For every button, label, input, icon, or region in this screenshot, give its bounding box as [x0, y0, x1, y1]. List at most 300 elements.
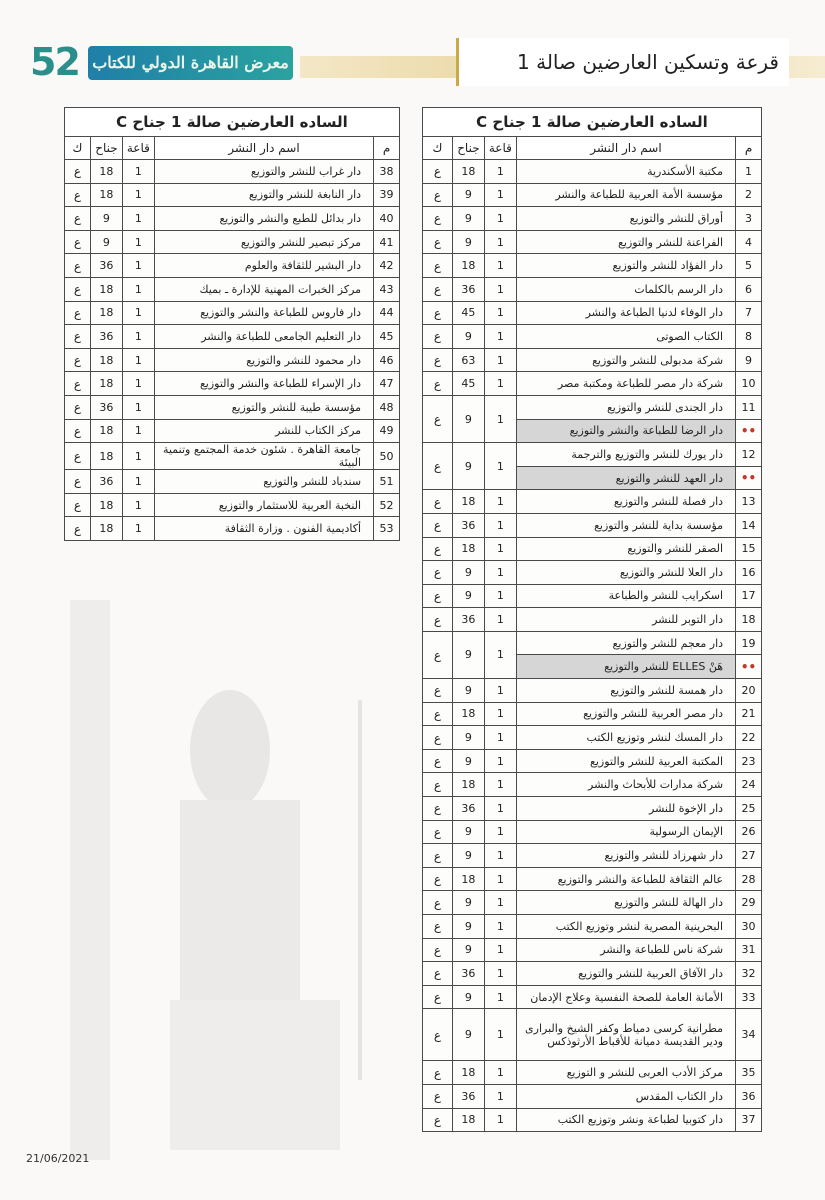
row-number: 8: [736, 325, 762, 349]
col-header-cat: ك: [423, 137, 453, 160]
table-row: [423, 230, 762, 254]
publisher-name: دار النابغة للنشر والتوزيع: [154, 183, 373, 207]
row-number: 38: [374, 160, 400, 184]
wing-value: 18: [452, 867, 484, 891]
wing-value: 9: [452, 443, 484, 490]
table-row: [423, 537, 762, 561]
category-value: ع: [423, 254, 453, 278]
hall-value: 1: [484, 797, 516, 821]
shared-booth-marker: ••: [736, 466, 762, 490]
wing-value: 18: [90, 493, 122, 517]
table-row: [423, 561, 762, 585]
row-number: 53: [374, 517, 400, 541]
wing-value: 18: [452, 1061, 484, 1085]
table-row: [423, 1108, 762, 1132]
wing-value: 18: [90, 160, 122, 184]
table-row: [65, 517, 400, 541]
hall-value: 1: [484, 254, 516, 278]
wing-value: 9: [452, 985, 484, 1009]
wing-value: 18: [452, 160, 484, 184]
row-number: 29: [736, 891, 762, 915]
row-number: 51: [374, 470, 400, 494]
row-number: 26: [736, 820, 762, 844]
col-header-hall: قاعة: [122, 137, 154, 160]
category-value: ع: [423, 490, 453, 514]
wing-value: 9: [452, 915, 484, 939]
col-header-wing: جناح: [452, 137, 484, 160]
publisher-name: اسكرايب للنشر والطباعة: [516, 584, 735, 608]
publisher-name: دار البشير للثقافة والعلوم: [154, 254, 373, 278]
publisher-name: الكتاب الصوتى: [516, 325, 735, 349]
table-row: [423, 1009, 762, 1061]
category-value: ع: [423, 985, 453, 1009]
publisher-name: دار الإخوة للنشر: [516, 797, 735, 821]
col-header-num: م: [736, 137, 762, 160]
publisher-name: دار المسك لنشر وتوزيع الكتب: [516, 726, 735, 750]
category-value: ع: [423, 938, 453, 962]
row-number: 28: [736, 867, 762, 891]
wing-value: 18: [452, 537, 484, 561]
page-title: قرعة وتسكين العارضين صالة 1: [456, 38, 789, 86]
publisher-name: دار الوفاء لدنيا الطباعة والنشر: [516, 301, 735, 325]
wing-value: 18: [452, 702, 484, 726]
page-header: [0, 40, 825, 88]
wing-value: 18: [452, 254, 484, 278]
hall-value: 1: [484, 160, 516, 184]
category-value: ع: [65, 277, 91, 301]
table-row: [423, 584, 762, 608]
wing-value: 9: [90, 230, 122, 254]
table-row: [423, 513, 762, 537]
col-header-name: اسم دار النشر: [154, 137, 373, 160]
row-number: 4: [736, 230, 762, 254]
row-number: 19: [736, 631, 762, 655]
category-value: ع: [65, 348, 91, 372]
publisher-name: مركز تبصير للنشر والتوزيع: [154, 230, 373, 254]
table-row: [423, 844, 762, 868]
col-header-num: م: [374, 137, 400, 160]
hall-value: 1: [484, 938, 516, 962]
hall-value: 1: [484, 1061, 516, 1085]
wing-value: 18: [452, 1108, 484, 1132]
hall-value: 1: [484, 1084, 516, 1108]
publisher-name: شركة دار مصر للطباعة ومكتبة مصر: [516, 372, 735, 396]
row-number: 23: [736, 749, 762, 773]
publish-date: 21/06/2021: [26, 1152, 90, 1165]
category-value: ع: [65, 470, 91, 494]
category-value: ع: [423, 230, 453, 254]
category-value: ع: [65, 517, 91, 541]
publisher-name: دار شهرزاد للنشر والتوزيع: [516, 844, 735, 868]
wing-value: 63: [452, 348, 484, 372]
category-value: ع: [423, 1061, 453, 1085]
wing-value: 36: [452, 962, 484, 986]
hall-value: 1: [484, 915, 516, 939]
category-value: ع: [423, 277, 453, 301]
publisher-name: دار الرضا للطباعة والنشر والتوزيع: [516, 419, 735, 443]
table-row: [423, 160, 762, 184]
publisher-name: دار الفؤاد للنشر والتوزيع: [516, 254, 735, 278]
wing-value: 9: [452, 891, 484, 915]
hall-value: 1: [484, 962, 516, 986]
table-row: [65, 493, 400, 517]
row-number: 32: [736, 962, 762, 986]
hall-value: 1: [484, 749, 516, 773]
publisher-name: دار يورك للنشر والتوزيع والترجمة: [516, 443, 735, 467]
row-number: 12: [736, 443, 762, 467]
row-number: 1: [736, 160, 762, 184]
table-row: [423, 749, 762, 773]
hall-value: 1: [484, 631, 516, 678]
wing-value: 9: [452, 938, 484, 962]
row-number: 15: [736, 537, 762, 561]
hall-value: 1: [122, 325, 154, 349]
table-row: [423, 443, 762, 467]
wing-value: 9: [452, 207, 484, 231]
row-number: 44: [374, 301, 400, 325]
hall-value: 1: [484, 608, 516, 632]
hall-value: 1: [484, 490, 516, 514]
publisher-name: الإيمان الرسولية: [516, 820, 735, 844]
row-number: 31: [736, 938, 762, 962]
table-row: [423, 867, 762, 891]
publisher-name: عالم الثقافة للطباعة والنشر والتوزيع: [516, 867, 735, 891]
wing-value: 18: [90, 443, 122, 470]
publisher-name: المكتبة العربية للنشر والتوزيع: [516, 749, 735, 773]
hall-value: 1: [484, 867, 516, 891]
table-row: [65, 183, 400, 207]
row-number: 30: [736, 915, 762, 939]
table-row: [65, 348, 400, 372]
row-number: 45: [374, 325, 400, 349]
wing-value: 36: [90, 395, 122, 419]
table-row: [423, 726, 762, 750]
wing-value: 9: [452, 631, 484, 678]
wing-value: 9: [452, 230, 484, 254]
publisher-name: مؤسسة طيبة للنشر والتوزيع: [154, 395, 373, 419]
category-value: ع: [423, 608, 453, 632]
row-number: 2: [736, 183, 762, 207]
publisher-name: دار العلا للنشر والتوزيع: [516, 561, 735, 585]
table-row: [65, 395, 400, 419]
hall-value: 1: [484, 513, 516, 537]
table-row: [423, 820, 762, 844]
table-row: [65, 372, 400, 396]
hall-value: 1: [484, 207, 516, 231]
row-number: 18: [736, 608, 762, 632]
col-header-name: اسم دار النشر: [516, 137, 735, 160]
category-value: ع: [423, 1084, 453, 1108]
publisher-name: مؤسسة الأمة العربية للطباعة والنشر: [516, 183, 735, 207]
publisher-name: مؤسسة بداية للنشر والتوزيع: [516, 513, 735, 537]
row-number: 20: [736, 679, 762, 703]
publisher-name: مركز الأدب العربى للنشر و التوزيع: [516, 1061, 735, 1085]
table-row: [65, 419, 400, 443]
publisher-name: هَنْ ELLES للنشر والتوزيع: [516, 655, 735, 679]
hall-value: 1: [484, 820, 516, 844]
table-row: [65, 207, 400, 231]
table-row: [423, 962, 762, 986]
table-row: [423, 183, 762, 207]
wing-value: 9: [452, 844, 484, 868]
hall-value: 1: [122, 395, 154, 419]
publisher-name: الفراعنة للنشر والتوزيع: [516, 230, 735, 254]
row-number: 7: [736, 301, 762, 325]
category-value: ع: [65, 183, 91, 207]
row-number: 34: [736, 1009, 762, 1061]
publisher-name: دار همسة للنشر والتوزيع: [516, 679, 735, 703]
publisher-name: دار الكتاب المقدس: [516, 1084, 735, 1108]
wing-value: 18: [90, 348, 122, 372]
table-row: [423, 915, 762, 939]
category-value: ع: [65, 230, 91, 254]
row-number: 35: [736, 1061, 762, 1085]
publisher-name: أكاديمية الفنون . وزارة الثقافة: [154, 517, 373, 541]
category-value: ع: [423, 679, 453, 703]
table-row: [423, 277, 762, 301]
hall-value: 1: [484, 537, 516, 561]
fair-logo: معرض القاهرة الدولي للكتاب: [88, 46, 293, 80]
wing-value: 36: [90, 325, 122, 349]
publisher-name: دار بدائل للطبع والنشر والتوزيع: [154, 207, 373, 231]
table-row: [65, 443, 400, 470]
col-header-cat: ك: [65, 137, 91, 160]
category-value: ع: [423, 797, 453, 821]
hall-value: 1: [484, 561, 516, 585]
category-value: ع: [423, 867, 453, 891]
row-number: 25: [736, 797, 762, 821]
publisher-name: دار معجم للنشر والتوزيع: [516, 631, 735, 655]
table-row: [423, 490, 762, 514]
category-value: ع: [65, 419, 91, 443]
hall-value: 1: [484, 443, 516, 490]
hall-value: 1: [122, 301, 154, 325]
category-value: ع: [65, 395, 91, 419]
table-row: [423, 679, 762, 703]
table-row: [423, 254, 762, 278]
table-row: [423, 207, 762, 231]
category-value: ع: [423, 773, 453, 797]
wing-value: 9: [452, 820, 484, 844]
wing-value: 9: [452, 183, 484, 207]
row-number: 42: [374, 254, 400, 278]
row-number: 11: [736, 395, 762, 419]
category-value: ع: [423, 348, 453, 372]
row-number: 24: [736, 773, 762, 797]
category-value: ع: [423, 183, 453, 207]
row-number: 37: [736, 1108, 762, 1132]
hall-value: 1: [484, 277, 516, 301]
row-number: 21: [736, 702, 762, 726]
table-title: الساده العارضين صالة 1 جناح C: [65, 108, 400, 137]
hall-value: 1: [122, 230, 154, 254]
publisher-name: الصقر للنشر والتوزيع: [516, 537, 735, 561]
category-value: ع: [423, 1108, 453, 1132]
category-value: ع: [423, 207, 453, 231]
category-value: ع: [423, 631, 453, 678]
wing-value: 18: [90, 372, 122, 396]
publisher-name: دار الآفاق العربية للنشر والتوزيع: [516, 962, 735, 986]
table-row: [65, 160, 400, 184]
publisher-name: دار فاروس للطباعة والنشر والتوزيع: [154, 301, 373, 325]
row-number: 41: [374, 230, 400, 254]
row-number: 3: [736, 207, 762, 231]
wing-value: 9: [452, 561, 484, 585]
table-row: [65, 230, 400, 254]
row-number: 46: [374, 348, 400, 372]
row-number: 22: [736, 726, 762, 750]
row-number: 47: [374, 372, 400, 396]
category-value: ع: [423, 160, 453, 184]
col-header-hall: قاعة: [484, 137, 516, 160]
wing-value: 45: [452, 372, 484, 396]
row-number: 27: [736, 844, 762, 868]
category-value: ع: [423, 372, 453, 396]
hall-value: 1: [484, 1108, 516, 1132]
wing-value: 36: [452, 1084, 484, 1108]
hall-value: 1: [484, 773, 516, 797]
category-value: ع: [423, 537, 453, 561]
hall-value: 1: [484, 679, 516, 703]
table-row: [423, 372, 762, 396]
table-row: [423, 773, 762, 797]
category-value: ع: [65, 443, 91, 470]
wing-value: 9: [452, 1009, 484, 1061]
table-row: [423, 608, 762, 632]
hall-value: 1: [484, 985, 516, 1009]
table-row: [423, 395, 762, 419]
shared-booth-marker: ••: [736, 419, 762, 443]
hall-value: 1: [122, 277, 154, 301]
hall-value: 1: [122, 254, 154, 278]
publisher-name: الأمانة العامة للصحة النفسية وعلاج الإدمان: [516, 985, 735, 1009]
row-number: 43: [374, 277, 400, 301]
publisher-name: دار فصلة للنشر والتوزيع: [516, 490, 735, 514]
table-row: [423, 938, 762, 962]
hall-value: 1: [484, 584, 516, 608]
table-row: [65, 254, 400, 278]
table-row: [65, 325, 400, 349]
category-value: ع: [423, 891, 453, 915]
table-title: الساده العارضين صالة 1 جناح C: [423, 108, 762, 137]
table-row: [423, 631, 762, 655]
hall-value: 1: [484, 1009, 516, 1061]
category-value: ع: [423, 443, 453, 490]
hall-value: 1: [484, 726, 516, 750]
wing-value: 45: [452, 301, 484, 325]
category-value: ع: [423, 301, 453, 325]
row-number: 40: [374, 207, 400, 231]
hall-value: 1: [484, 325, 516, 349]
wing-value: 36: [452, 513, 484, 537]
row-number: 13: [736, 490, 762, 514]
publisher-name: سندباد للنشر والتوزيع: [154, 470, 373, 494]
hall-value: 1: [122, 493, 154, 517]
category-value: ع: [65, 301, 91, 325]
hall-value: 1: [484, 183, 516, 207]
publisher-name: دار العهد للنشر والتوزيع: [516, 466, 735, 490]
publisher-name: شركة مدبولى للنشر والتوزيع: [516, 348, 735, 372]
row-number: 39: [374, 183, 400, 207]
hall-value: 1: [484, 395, 516, 442]
table-row: [423, 1061, 762, 1085]
table-row: [65, 277, 400, 301]
publisher-name: دار مصر العربية للنشر والتوزيع: [516, 702, 735, 726]
row-number: 48: [374, 395, 400, 419]
category-value: ع: [423, 726, 453, 750]
hall-value: 1: [122, 372, 154, 396]
row-number: 5: [736, 254, 762, 278]
category-value: ع: [423, 844, 453, 868]
table-row: [423, 891, 762, 915]
hall-value: 1: [122, 443, 154, 470]
hall-value: 1: [122, 207, 154, 231]
row-number: 16: [736, 561, 762, 585]
category-value: ع: [65, 254, 91, 278]
hall-value: 1: [484, 348, 516, 372]
table-row: [423, 301, 762, 325]
row-number: 49: [374, 419, 400, 443]
publisher-name: دار التوبر للنشر: [516, 608, 735, 632]
row-number: 33: [736, 985, 762, 1009]
hall-value: 1: [122, 470, 154, 494]
hall-value: 1: [122, 348, 154, 372]
publisher-name: البحرينية المصرية لنشر وتوزيع الكتب: [516, 915, 735, 939]
hall-value: 1: [484, 372, 516, 396]
publisher-name: دار الإسراء للطباعة والنشر والتوزيع: [154, 372, 373, 396]
publisher-name: مطرانية كرسى دمياط وكفر الشيخ والبرارى ودير القديسة دميانة للأقباط الأرثوذكس: [516, 1009, 735, 1061]
category-value: ع: [65, 325, 91, 349]
category-value: ع: [423, 749, 453, 773]
publisher-name: دار محمود للنشر والتوزيع: [154, 348, 373, 372]
wing-value: 18: [452, 490, 484, 514]
publisher-name: مكتبة الأسكندرية: [516, 160, 735, 184]
row-number: 9: [736, 348, 762, 372]
table-row: [423, 797, 762, 821]
wing-value: 18: [452, 773, 484, 797]
wing-value: 36: [452, 277, 484, 301]
table-row: [423, 1084, 762, 1108]
hall-value: 1: [122, 183, 154, 207]
page-number: 52: [30, 40, 79, 84]
category-value: ع: [423, 395, 453, 442]
row-number: 10: [736, 372, 762, 396]
row-number: 36: [736, 1084, 762, 1108]
wing-value: 9: [452, 325, 484, 349]
category-value: ع: [65, 372, 91, 396]
category-value: ع: [423, 702, 453, 726]
publisher-name: جامعة القاهرة . شئون خدمة المجتمع وتنمية البيئة: [154, 443, 373, 470]
wing-value: 9: [452, 584, 484, 608]
hall-value: 1: [484, 702, 516, 726]
wing-value: 18: [90, 277, 122, 301]
table-row: [65, 301, 400, 325]
publisher-name: شركة مدارات للأبحاث والنشر: [516, 773, 735, 797]
wing-value: 9: [452, 679, 484, 703]
category-value: ع: [423, 915, 453, 939]
wing-value: 18: [90, 301, 122, 325]
hall-value: 1: [122, 419, 154, 443]
hall-value: 1: [484, 301, 516, 325]
wing-value: 18: [90, 517, 122, 541]
row-number: 17: [736, 584, 762, 608]
publisher-name: دار الهالة للنشر والتوزيع: [516, 891, 735, 915]
table-row: [423, 702, 762, 726]
category-value: ع: [423, 820, 453, 844]
wing-value: 36: [90, 470, 122, 494]
category-value: ع: [423, 1009, 453, 1061]
publisher-name: أوراق للنشر والتوزيع: [516, 207, 735, 231]
